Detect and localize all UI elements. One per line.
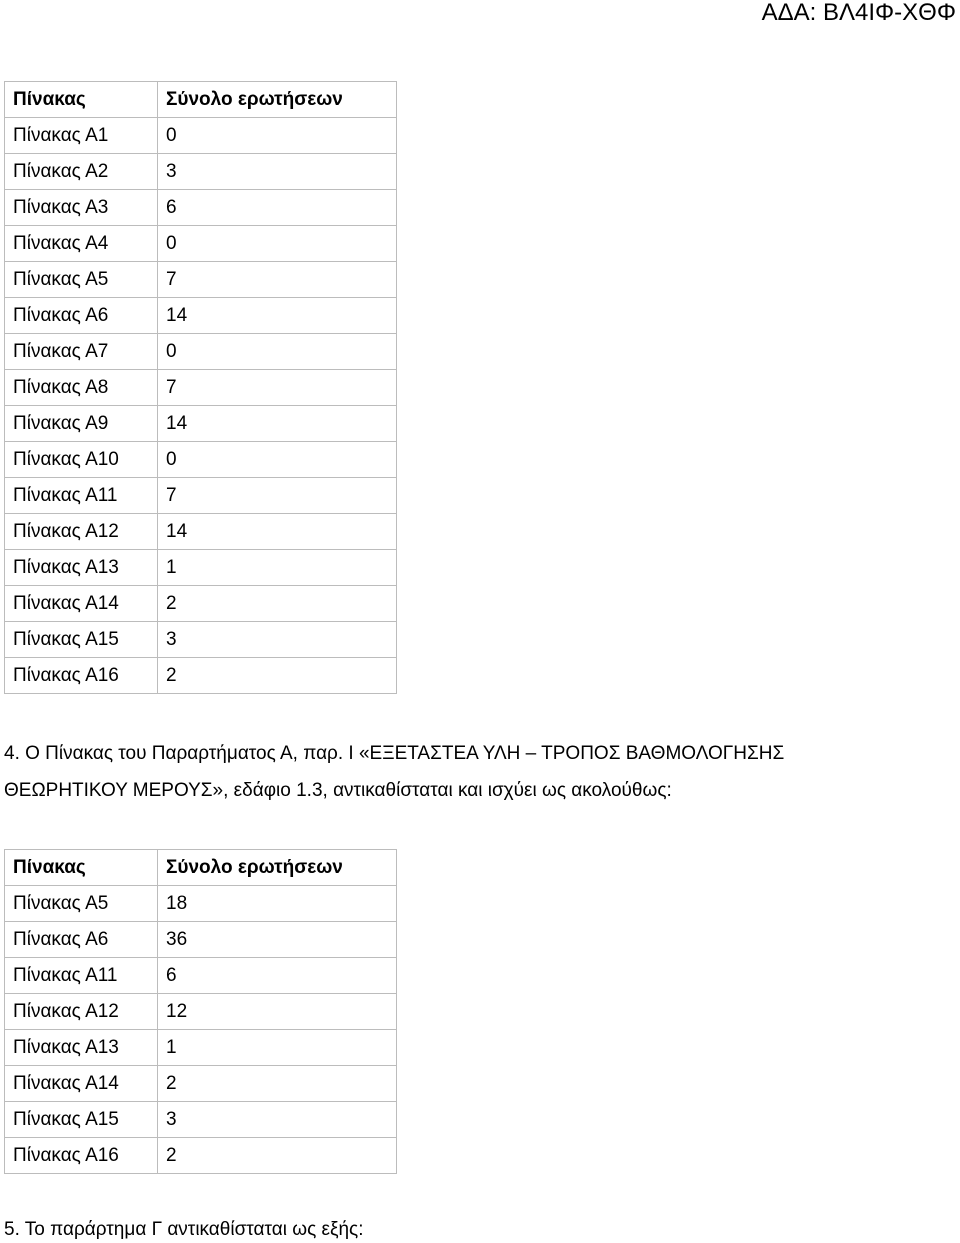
- question-count-cell: 18: [158, 886, 397, 922]
- table-name-cell: Πίνακας Α11: [5, 958, 158, 994]
- question-count-cell: 2: [158, 586, 397, 622]
- table-row: [5, 586, 397, 622]
- table-name-cell: Πίνακας Α1: [5, 118, 158, 154]
- question-count-cell: 0: [158, 442, 397, 478]
- table-name-cell: Πίνακας Α15: [5, 1102, 158, 1138]
- table-row: [5, 958, 397, 994]
- table-row: [5, 190, 397, 226]
- question-count-cell: 2: [158, 1138, 397, 1174]
- table-row: [5, 886, 397, 922]
- question-count-cell: 6: [158, 958, 397, 994]
- table-row: [5, 1066, 397, 1102]
- table-row: [5, 514, 397, 550]
- table-row: [5, 658, 397, 694]
- table-row: [5, 226, 397, 262]
- question-count-cell: 7: [158, 478, 397, 514]
- table-name-cell: Πίνακας Α6: [5, 298, 158, 334]
- table-header-row: [5, 82, 397, 118]
- table-row: [5, 550, 397, 586]
- table-name-cell: Πίνακας Α5: [5, 262, 158, 298]
- question-count-cell: 1: [158, 550, 397, 586]
- table-name-cell: Πίνακας Α3: [5, 190, 158, 226]
- table-name-cell: Πίνακας Α9: [5, 406, 158, 442]
- table-row: [5, 370, 397, 406]
- question-count-cell: 1: [158, 1030, 397, 1066]
- question-count-cell: 2: [158, 1066, 397, 1102]
- table-name-cell: Πίνακας Α8: [5, 370, 158, 406]
- table-row: [5, 442, 397, 478]
- table-name-cell: Πίνακας Α10: [5, 442, 158, 478]
- question-count-cell: 7: [158, 370, 397, 406]
- table-name-cell: Πίνακας Α13: [5, 1030, 158, 1066]
- table-name-cell: Πίνακας Α14: [5, 586, 158, 622]
- paragraph-4: [4, 741, 944, 815]
- table-row: [5, 1138, 397, 1174]
- question-count-cell: 0: [158, 334, 397, 370]
- table-row: [5, 478, 397, 514]
- table-name-cell: Πίνακας Α4: [5, 226, 158, 262]
- table-row: [5, 298, 397, 334]
- question-count-cell: 14: [158, 406, 397, 442]
- table-row: [5, 1102, 397, 1138]
- table-name-cell: Πίνακας Α14: [5, 1066, 158, 1102]
- table-name-cell: Πίνακας Α6: [5, 922, 158, 958]
- table-name-cell: Πίνακας Α12: [5, 994, 158, 1030]
- question-count-cell: 0: [158, 226, 397, 262]
- question-count-cell: 14: [158, 514, 397, 550]
- table-row: [5, 1030, 397, 1066]
- question-count-cell: 2: [158, 658, 397, 694]
- questions-table-1: [4, 81, 397, 694]
- table-row: [5, 118, 397, 154]
- column-header-table: Πίνακας: [5, 82, 158, 118]
- question-count-cell: 3: [158, 154, 397, 190]
- table-name-cell: Πίνακας Α7: [5, 334, 158, 370]
- column-header-total-questions: Σύνολο ερωτήσεων: [158, 82, 397, 118]
- table-row: [5, 406, 397, 442]
- table-row: [5, 334, 397, 370]
- table-name-cell: Πίνακας Α16: [5, 1138, 158, 1174]
- table-name-cell: Πίνακας Α15: [5, 622, 158, 658]
- table-name-cell: Πίνακας Α11: [5, 478, 158, 514]
- question-count-cell: 7: [158, 262, 397, 298]
- column-header-total-questions: Σύνολο ερωτήσεων: [158, 850, 397, 886]
- table-name-cell: Πίνακας Α12: [5, 514, 158, 550]
- table-row: [5, 154, 397, 190]
- table-row: [5, 622, 397, 658]
- table-header-row: [5, 850, 397, 886]
- question-count-cell: 0: [158, 118, 397, 154]
- question-count-cell: 3: [158, 1102, 397, 1138]
- table-row: [5, 262, 397, 298]
- ada-code: ΑΔΑ: ΒΛ4ΙΦ-ΧΘΦ: [761, 0, 956, 26]
- questions-table-2: [4, 849, 397, 1174]
- question-count-cell: 14: [158, 298, 397, 334]
- question-count-cell: 12: [158, 994, 397, 1030]
- paragraph-4-line-1: 4. Ο Πίνακας του Παραρτήματος Α, παρ. Ι «ΕΞΕΤΑΣΤΕΑ ΥΛΗ – ΤΡΟΠΟΣ ΒΑΘΜΟΛΟΓΗΣΗΣ: [4, 743, 785, 764]
- paragraph-4-line-2: ΘΕΩΡΗΤΙΚΟΥ ΜΕΡΟΥΣ», εδάφιο 1.3, αντικαθίσταται και ισχύει ως ακολούθως:: [4, 780, 672, 801]
- paragraph-5: 5. Το παράρτημα Γ αντικαθίσταται ως εξής:: [4, 1219, 364, 1240]
- question-count-cell: 3: [158, 622, 397, 658]
- question-count-cell: 6: [158, 190, 397, 226]
- table-row: [5, 922, 397, 958]
- table-name-cell: Πίνακας Α16: [5, 658, 158, 694]
- question-count-cell: 36: [158, 922, 397, 958]
- table-row: [5, 994, 397, 1030]
- table-name-cell: Πίνακας Α2: [5, 154, 158, 190]
- table-name-cell: Πίνακας Α13: [5, 550, 158, 586]
- column-header-table: Πίνακας: [5, 850, 158, 886]
- table-name-cell: Πίνακας Α5: [5, 886, 158, 922]
